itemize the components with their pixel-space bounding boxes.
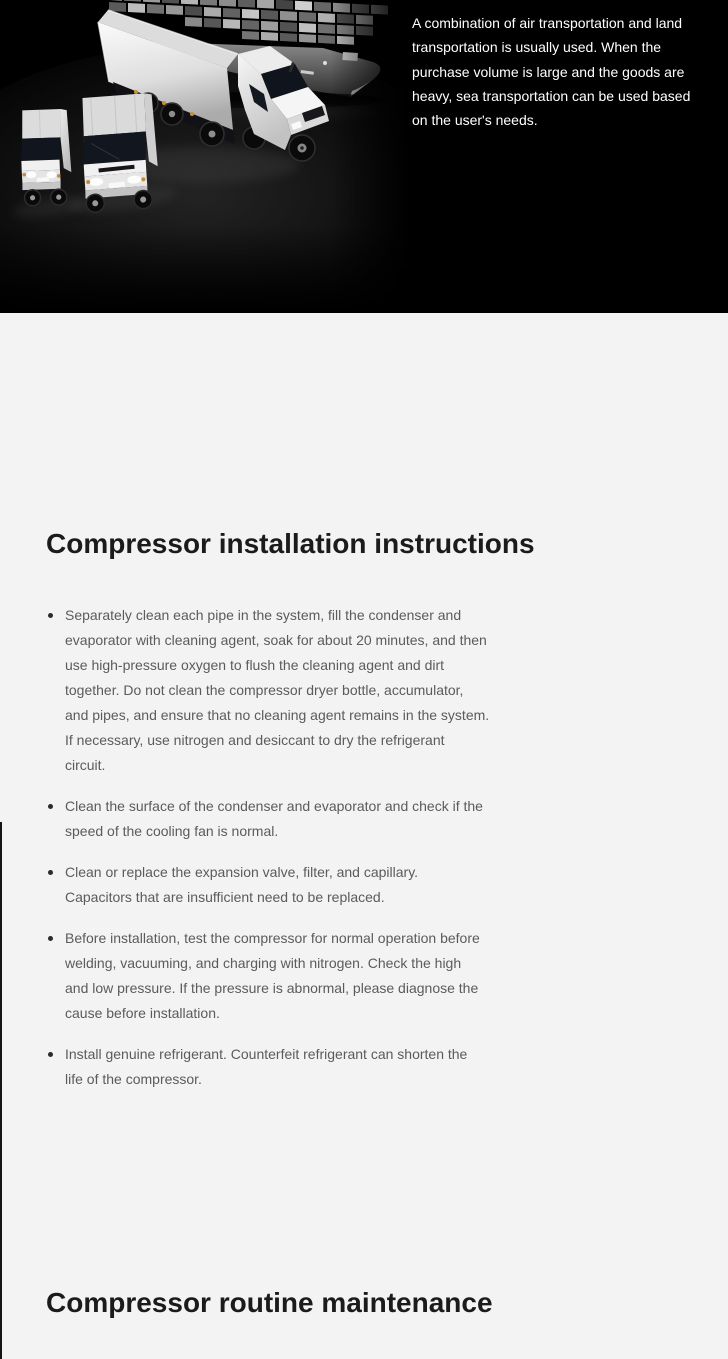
maintenance-title: Compressor routine maintenance	[46, 1287, 493, 1318]
left-edge-artifact-line	[0, 822, 2, 1359]
list-item	[46, 1042, 688, 1092]
installation-title: Compressor installation instructions	[46, 528, 535, 559]
list-item-text: Separately clean each pipe in the system, fill the condenser and evaporator with cleaning agent, soak for about 20 minutes, and then use high-pressure oxygen to flush the cleaning agent and dirt together. Do not clean the compressor dryer bottle, accumulator, and pipes, and ensure that no cleaning agent remains in the system. If necessary, use nitrogen and desiccant to dry the refrigerant circuit.	[65, 607, 490, 773]
list-item-text: Clean the surface of the condenser and evaporator and check if the speed of the cooling fan is normal.	[65, 798, 483, 839]
installation-list	[46, 603, 688, 1092]
shipping-description: A combination of air transportation and land transportation is usually used. When the purchase volume is large and the goods are heavy, sea transportation can be used based on the user's needs.	[412, 15, 691, 129]
list-item	[46, 794, 688, 844]
list-item	[46, 603, 688, 778]
list-item-text: Clean or replace the expansion valve, filter, and capillary. Capacitors that are insufficient need to be replaced.	[65, 864, 419, 905]
list-item	[46, 926, 688, 1026]
shipping-hero-section	[0, 0, 728, 313]
list-item	[46, 860, 688, 910]
list-item-text: Before installation, test the compressor for normal operation before welding, vacuuming, and charging with nitrogen. Check the high and low pressure. If the pressure is abnormal, please diagnose the cause before installation.	[65, 930, 480, 1021]
transport-vehicles-photo	[0, 0, 410, 313]
instructions-section	[0, 313, 728, 1359]
photo-bottom-fade	[0, 225, 410, 313]
list-item-text: Install genuine refrigerant. Counterfeit refrigerant can shorten the life of the compressor.	[65, 1046, 468, 1087]
